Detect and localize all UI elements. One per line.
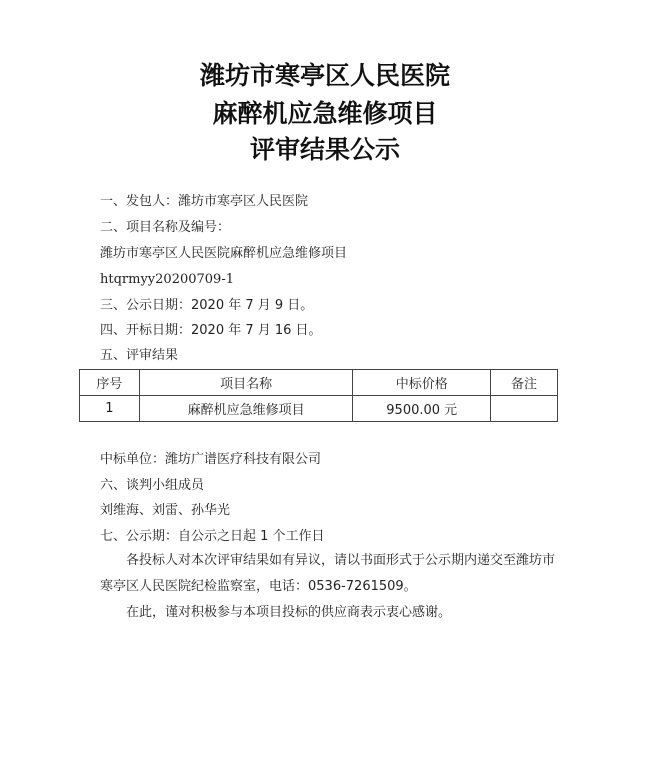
result-table bbox=[79, 369, 558, 422]
review-result-heading: 五、评审结果 bbox=[100, 348, 179, 363]
bid-open-date: 四、开标日期：2020 年 7 月 16 日。 bbox=[100, 323, 322, 338]
objection-note: 各投标人对本次评审结果如有异议，请以书面形式于公示期内递交至潍坊市寒亭区人民医院纪检监察室，电话：0536-7261509。 bbox=[100, 553, 556, 594]
project-name: 潍坊市寒亭区人民医院麻醉机应急维修项目 bbox=[100, 246, 348, 261]
header-price: 中标价格 bbox=[353, 370, 491, 396]
project-code: htqrmyy20200709-1 bbox=[100, 272, 234, 287]
cell-price: 9500.00 元 bbox=[353, 396, 491, 422]
header-index: 序号 bbox=[80, 370, 140, 396]
employer-line: 一、发包人：潍坊市寒亭区人民医院 bbox=[100, 194, 309, 209]
title-line-1: 潍坊市寒亭区人民医院 bbox=[199, 61, 450, 90]
thanks-note: 在此，谨对积极参与本项目投标的供应商表示衷心感谢。 bbox=[126, 605, 452, 620]
cell-project-name: 麻醉机应急维修项目 bbox=[139, 396, 352, 422]
header-remark: 备注 bbox=[491, 370, 558, 396]
publication-period: 七、公示期：自公示之日起 1 个工作日 bbox=[100, 529, 325, 544]
panel-heading: 六、谈判小组成员 bbox=[100, 478, 205, 493]
project-name-heading: 二、项目名称及编号： bbox=[100, 220, 231, 235]
cell-remark bbox=[491, 396, 558, 422]
publish-date: 三、公示日期：2020 年 7 月 9 日。 bbox=[100, 298, 314, 313]
panel-members: 刘维海、刘雷、孙华光 bbox=[100, 503, 231, 518]
cell-index: 1 bbox=[80, 396, 140, 422]
table-header-row bbox=[80, 370, 558, 396]
title-line-3: 评审结果公示 bbox=[249, 135, 400, 164]
title-line-2: 麻醉机应急维修项目 bbox=[212, 99, 438, 128]
winner-line: 中标单位：潍坊广谱医疗科技有限公司 bbox=[100, 452, 322, 467]
header-project-name: 项目名称 bbox=[139, 370, 352, 396]
table-row bbox=[80, 396, 558, 422]
